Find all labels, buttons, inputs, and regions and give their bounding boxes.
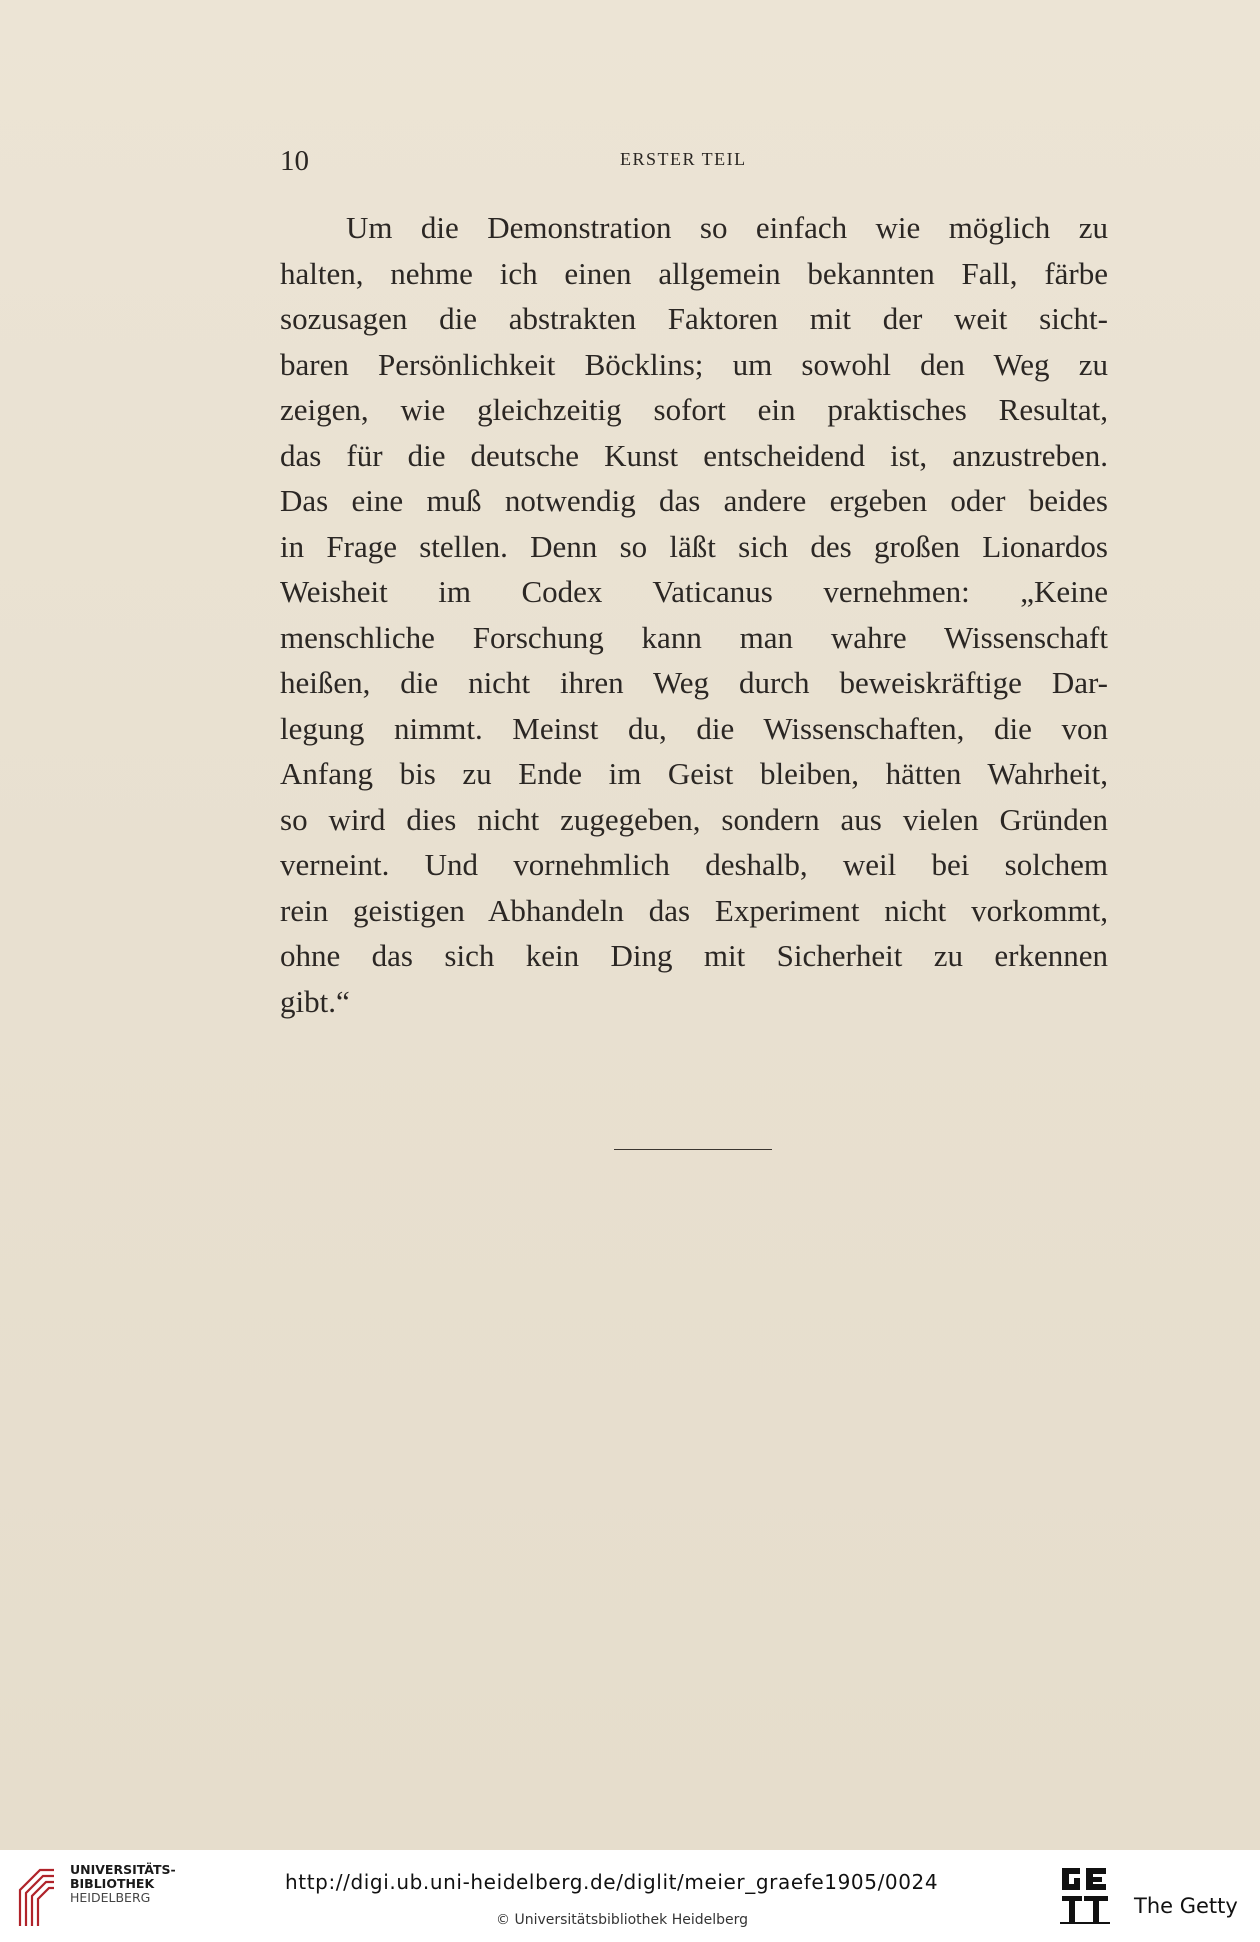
text-line: legung nimmt. Meinst du, die Wissenschaften, die von [280, 710, 1108, 746]
getty-logo-icon [1060, 1864, 1112, 1928]
text-line: sozusagen die abstrakten Faktoren mit der weit sicht- [280, 301, 1108, 336]
text-line: menschliche Forschung kann man wahre Wissenschaft [280, 619, 1108, 655]
text-line: zeigen, wie gleichzeitig sofort ein praktisches Resultat, [280, 392, 1108, 427]
body-paragraph [280, 205, 1108, 1024]
text-line: in Frage stellen. Denn so läßt sich des großen Lionardos [280, 528, 1108, 564]
text-line: Weisheit im Codex Vaticanus vernehmen: „Keine [280, 574, 1108, 609]
text-line: Um die Demonstration so einfach wie möglich zu [346, 210, 1108, 245]
text-line: gibt.“ [280, 983, 350, 1019]
text-line: so wird dies nicht zugegeben, sondern aus vielen Gründen [280, 801, 1108, 837]
library-name-line: BIBLIOTHEK [70, 1876, 155, 1891]
footer-bar [0, 1850, 1260, 1942]
copyright-notice: © Universitätsbibliothek Heidelberg [496, 1912, 749, 1928]
text-line: heißen, die nicht ihren Weg durch beweiskräftige Dar- [280, 665, 1108, 700]
university-library-logo-icon [14, 1860, 60, 1930]
text-line: verneint. Und vornehmlich deshalb, weil bei solchem [280, 847, 1108, 882]
running-head: ERSTER TEIL [620, 149, 747, 169]
library-name [70, 1863, 176, 1905]
library-name-line: UNIVERSITÄTS- [70, 1862, 176, 1877]
text-line: ohne das sich kein Ding mit Sicherheit zu erkennen [280, 938, 1108, 973]
library-name-line: HEIDELBERG [70, 1890, 151, 1905]
section-divider-rule [614, 1149, 772, 1150]
page-number: 10 [280, 145, 309, 177]
text-line: halten, nehme ich einen allgemein bekannten Fall, färbe [280, 255, 1108, 291]
text-line: Das eine muß notwendig das andere ergeben oder beides [280, 483, 1108, 518]
text-line: das für die deutsche Kunst entscheidend ist, anzustreben. [280, 437, 1108, 473]
text-line: Anfang bis zu Ende im Geist bleiben, hätten Wahrheit, [280, 756, 1108, 791]
permalink-url[interactable]: http://digi.ub.uni-heidelberg.de/diglit/meier_graefe1905/0024 [285, 1870, 939, 1894]
text-line: rein geistigen Abhandeln das Experiment nicht vorkommt, [280, 892, 1108, 928]
page-header [280, 145, 1110, 185]
text-line: baren Persönlichkeit Böcklins; um sowohl den Weg zu [280, 346, 1108, 382]
getty-label: The Getty [1134, 1894, 1238, 1918]
